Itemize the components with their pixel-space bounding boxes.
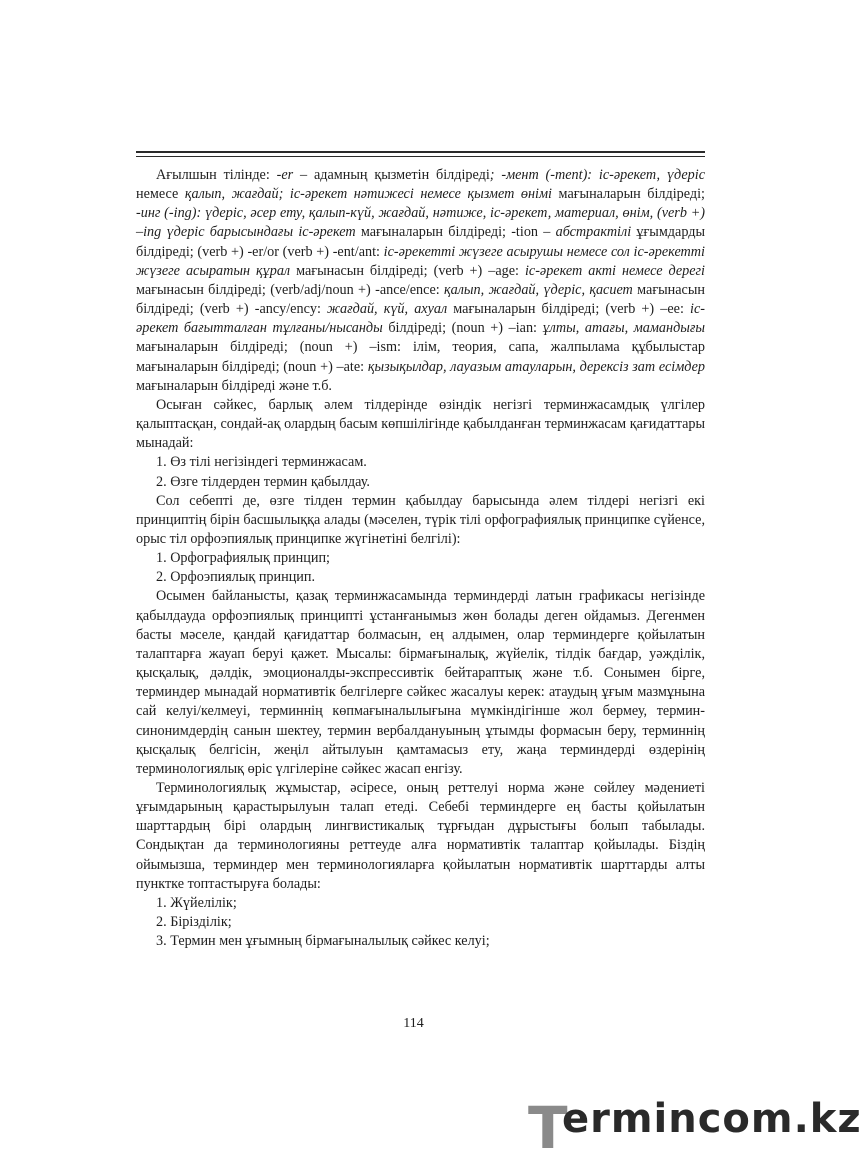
text-run: мағыналарын білдіреді және т.б. — [136, 377, 332, 394]
termincom-logo — [526, 1090, 862, 1162]
text-run: мағыналарын білдіреді; -tion – — [355, 224, 556, 241]
text-run: 3. Термин мен ұғымның бірмағыналылық сәйкес келуі; — [156, 933, 490, 950]
text-run: білдіреді; (noun +) –ian: — [382, 320, 543, 337]
italic-text: іс-әрекет акті немесе дерегі — [524, 262, 705, 279]
text-run: мағыналарын білдіреді; (verb +) –ee: — [447, 301, 691, 318]
list-item — [136, 932, 705, 951]
text-run: 1. Өз тілі негізіндегі терминжасам. — [156, 454, 367, 471]
header-rule-thick — [136, 151, 705, 153]
text-run: 2. Біріздiлік; — [156, 914, 232, 931]
text-run: Сол себепті де, өзге тілден термин қабылдау барысында әлем тілдері негізгі екі принциптің бірін басшылыққа алады (мәселен, түрік тілі орфографиялық принципке сүйенсе, орыс тіл орфоэпиялық принципке жүгінетіні белгілі): — [136, 492, 705, 547]
logo-text: ermincom.kz — [562, 1096, 862, 1142]
text-run: Терминологиялық жұмыстар, әсіресе, оның реттелуі норма және сөйлеу мәдениеті ұғымдарының қарастырылуын талап етеді. Себебі терминдерге ең басты қойылатын шарттардың бірі олардың лингвистикалық тұрғыдан дұрыстығы болып табылады. Сондықтан да терминологияны реттеуде алға нормативтік талаптар қойылады. Біздің ойымызша, терминдер мен терминологияларға қойылатын нормативтік шарттарды алты пунктке топтастыруға болады: — [136, 780, 705, 892]
header-rule-thin — [136, 156, 705, 157]
italic-text: ұлты, атағы, мамандығы — [542, 320, 705, 337]
italic-text: абстрактілі — [555, 224, 632, 241]
paragraph — [136, 492, 705, 549]
list-item — [136, 453, 705, 472]
italic-text: -инг (-ing): үдеріс, әсер ету, қалып-күй, жағдай, нәтиже, іс-әрекет, материал, өнім, (verb +) –ing үдеріс барысындағы іс-әрекет — [136, 205, 705, 241]
list-item — [136, 568, 705, 587]
italic-text: іс-әрекетті жүзеге асырушы немесе сол іс-әрекетті жүзеге асыратын құрал — [136, 243, 705, 279]
list-item — [136, 473, 705, 492]
text-run: мағынасын білдіреді; (verb/adj/noun +) -ance/ence: — [136, 281, 445, 298]
text-run: мағыналарын білдіреді; (noun +) –ism: ілім, теория, сапа, жалпылама құбылыстар мағыналарын білдіреді; (noun +) –ate: — [136, 339, 705, 375]
italic-text: жағдай, күй, ахуал — [327, 301, 448, 318]
italic-text: қалып, жағдай; іс-әрекет нәтижесі немесе қызмет өнімі — [184, 186, 552, 203]
italic-text: ; -мент (-ment): іс-әрекет, үдеріс — [489, 167, 705, 183]
text-run: 1. Орфографиялық принцип; — [156, 550, 330, 567]
page-body-text — [136, 166, 705, 951]
list-item — [136, 549, 705, 568]
italic-text: -er – — [276, 167, 308, 183]
text-run: немесе — [136, 186, 185, 203]
paragraph — [136, 396, 705, 453]
text-run: Осымен байланысты, қазақ терминжасамында терминдерді латын графикасы негізінде қабылдауда орфоэпиялық принципті ұстанғанымыз жөн болады деген ойдамыз. Дегенмен басты мәселе, қандай қағидаттар болмасын, ең алдымен, олар терминдерге қойылатын талаптарға жауап беруі қажет. Мысалы: бірмағыналық, жүйелік, тілдік бағдар, уәжділік, қысқалық, дәлдік, эмоционалды-экспрессивтік бейтараптық және т.б. Сонымен бірге, терминдер мынадай нормативтік белгілерге сәйкес жасалуы керек: атаудың ұғым мазмұнына сай келуі/келмеуі, терминнің көпмағыналылығына мүмкіндігінше жол бермеу, термин-синонимдердің санын шектеу, термин вербалдануының ұтымды формасын беру, терминнің қысқалық белгісін, жеңіл айтылуын қамтамасыз ету, жаңа терминдерді өздерінің терминологиялық өріс үлгілеріне сәйкес жасап енгізу. — [136, 588, 705, 777]
text-run: мағынасын білдіреді; (verb +) -ancy/ency: — [136, 281, 705, 318]
page-number: 114 — [403, 1016, 424, 1031]
text-run: Осыған сәйкес, барлық әлем тілдерінде өзіндік негізгі терминжасамдық үлгілер қалыптасқан, сондай-ақ олардың басым көпшілігінде қабылданған терминжасам қағидаттары мынадай: — [136, 396, 705, 452]
list-item — [136, 913, 705, 932]
paragraph — [136, 587, 705, 779]
paragraph — [136, 779, 705, 894]
text-run: адамның қызметін білдіреді — [307, 167, 490, 183]
italic-text: қызықылдар, лауазым атауларын, дерексіз зат есімдер — [367, 358, 705, 375]
text-run: 2. Өзге тілдерден термин қабылдау. — [156, 473, 370, 490]
text-run: Ағылшын тілінде: — [156, 167, 277, 183]
list-item — [136, 894, 705, 913]
paragraph — [136, 166, 705, 396]
text-run: мағыналарын білдіреді; — [551, 186, 705, 203]
logo-letter-t: T — [528, 1094, 568, 1162]
text-run: 2. Орфоэпиялық принцип. — [156, 569, 316, 586]
text-run: мағынасын білдіреді; (verb +) –age: — [290, 262, 525, 279]
italic-text: іс-әрекет бағытталған тұлғаны/нысанды — [136, 301, 706, 337]
italic-text: қалып, жағдай, үдеріс, қасиет — [444, 281, 633, 298]
text-run: ұғымдарды білдіреді; (verb +) -er/or (verb +) -ent/ant: — [136, 224, 705, 260]
text-run: 1. Жүйелілік; — [156, 894, 237, 911]
